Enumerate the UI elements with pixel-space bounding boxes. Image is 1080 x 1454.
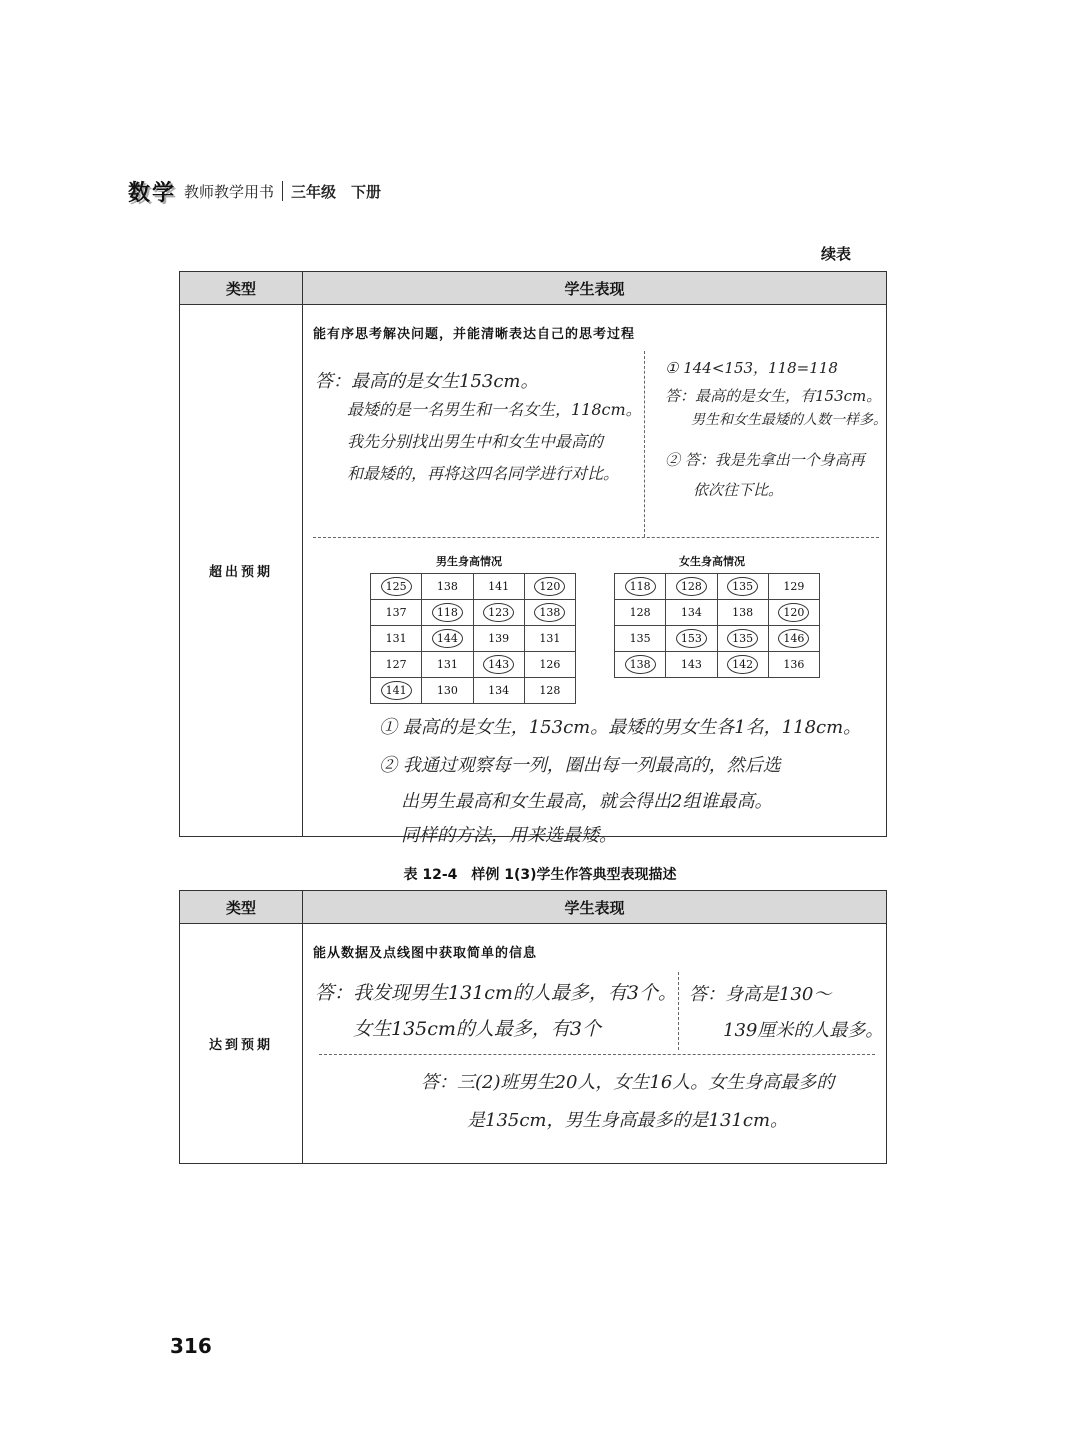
answer-line: 答：最高的是女生，有153cm。	[665, 387, 882, 405]
dashed-divider	[319, 1054, 875, 1055]
dashed-divider	[644, 351, 645, 537]
height-value: 128	[629, 606, 651, 619]
height-value: 118	[625, 577, 656, 596]
grid-cell	[524, 678, 575, 704]
grid-cell	[615, 626, 666, 652]
grid-cell	[524, 600, 575, 626]
height-value: 127	[385, 658, 407, 671]
grid-cell	[473, 652, 524, 678]
height-value: 136	[783, 658, 805, 671]
height-value: 153	[676, 629, 707, 648]
grid-cell	[666, 626, 717, 652]
criterion-text: 能从数据及点线图中获取简单的信息	[313, 946, 538, 961]
performance-cell	[303, 924, 887, 1164]
girls-grid-title: 女生身高情况	[679, 555, 745, 568]
subject-logo: 数学	[128, 179, 177, 206]
column-header-type: 类型	[180, 272, 303, 305]
height-value: 143	[680, 658, 702, 671]
performance-cell	[303, 305, 887, 846]
grid-cell	[371, 626, 422, 652]
height-value: 142	[727, 655, 758, 674]
row-type-meets: 达到预期	[180, 924, 303, 1164]
height-value: 123	[483, 603, 514, 622]
height-value: 135	[629, 632, 651, 645]
grid-cell	[717, 626, 768, 652]
height-value: 128	[676, 577, 707, 596]
answer-line: 同样的方法，用来选最矮。	[401, 825, 617, 846]
height-value: 138	[534, 603, 565, 622]
grid-cell	[768, 626, 819, 652]
height-value: 131	[385, 632, 407, 645]
height-value: 141	[488, 580, 510, 593]
grid-cell	[371, 652, 422, 678]
running-header	[128, 176, 381, 206]
grid-cell	[615, 652, 666, 678]
height-value: 125	[381, 577, 412, 596]
height-value: 138	[625, 655, 656, 674]
boys-grid-title: 男生身高情况	[436, 555, 502, 568]
answer-line: 依次往下比。	[693, 481, 784, 499]
answer-line: 出男生最高和女生最高，就会得出2组谁最高。	[401, 791, 773, 812]
answer-line: 答：三(2)班男生20人，女生16人。女生身高最多的	[421, 1072, 835, 1093]
book-title: 教师教学用书	[184, 182, 275, 201]
grid-cell	[422, 652, 473, 678]
grid-cell	[717, 574, 768, 600]
boys-height-grid	[370, 573, 576, 704]
grid-cell	[615, 574, 666, 600]
grid-cell	[768, 652, 819, 678]
grid-cell	[524, 652, 575, 678]
height-value: 134	[680, 606, 702, 619]
height-value: 143	[483, 655, 514, 674]
height-value: 137	[385, 606, 407, 619]
grid-cell	[473, 600, 524, 626]
dashed-divider	[678, 972, 679, 1050]
performance-table-2	[179, 890, 887, 1164]
height-value: 128	[539, 684, 561, 697]
height-value: 131	[436, 658, 458, 671]
grade-label: 三年级 下册	[291, 182, 382, 201]
answer-line: 女生135cm的人最多，有3个	[353, 1018, 602, 1040]
grid-cell	[422, 574, 473, 600]
grid-cell	[615, 600, 666, 626]
height-value: 135	[727, 629, 758, 648]
answer-line: ② 我通过观察每一列，圈出每一列最高的，然后选	[379, 755, 781, 776]
answer-line: 答：身高是130～	[689, 984, 832, 1005]
height-value: 120	[778, 603, 809, 622]
grid-cell	[768, 600, 819, 626]
column-header-performance: 学生表现	[303, 272, 887, 305]
grid-cell	[371, 678, 422, 704]
grid-cell	[422, 600, 473, 626]
height-value: 118	[432, 603, 463, 622]
page-number: 316	[170, 1334, 212, 1358]
grid-cell	[473, 626, 524, 652]
grid-cell	[371, 574, 422, 600]
grid-cell	[524, 574, 575, 600]
grid-cell	[371, 600, 422, 626]
table-caption: 表 12-4 样例 1(3)学生作答典型表现描述	[403, 867, 677, 883]
height-value: 134	[488, 684, 510, 697]
grid-cell	[473, 678, 524, 704]
height-value: 131	[539, 632, 561, 645]
continued-label: 续表	[820, 245, 851, 263]
performance-table-1	[179, 271, 887, 846]
grid-cell	[422, 678, 473, 704]
grid-cell	[473, 574, 524, 600]
height-value: 138	[436, 580, 458, 593]
answer-line: 我先分别找出男生中和女生中最高的	[347, 432, 604, 451]
height-value: 126	[539, 658, 561, 671]
height-value: 139	[488, 632, 510, 645]
height-value: 130	[436, 684, 458, 697]
height-value: 144	[432, 629, 463, 648]
answer-line: 是135cm，男生身高最多的是131cm。	[467, 1110, 789, 1131]
answer-line: ② 答：我是先拿出一个身高再	[665, 451, 865, 469]
grid-cell	[717, 652, 768, 678]
answer-line: 和最矮的，再将这四名同学进行对比。	[347, 464, 620, 483]
grid-cell	[524, 626, 575, 652]
answer-line: 男生和女生最矮的人数一样多。	[691, 412, 887, 428]
grid-cell	[666, 600, 717, 626]
grid-cell	[666, 652, 717, 678]
height-value: 135	[727, 577, 758, 596]
height-value: 120	[534, 577, 565, 596]
header-divider	[282, 181, 283, 201]
grid-cell	[422, 626, 473, 652]
dashed-divider	[313, 537, 879, 538]
answer-line: 答：我发现男生131cm的人最多，有3个。	[315, 982, 678, 1004]
answer-line: 139厘米的人最多。	[723, 1020, 884, 1041]
height-value: 129	[783, 580, 805, 593]
grid-cell	[666, 574, 717, 600]
answer-line: 答：最高的是女生153cm。	[315, 371, 539, 392]
height-value: 146	[778, 629, 809, 648]
column-header-performance: 学生表现	[303, 891, 887, 924]
answer-line: 最矮的是一名男生和一名女生，118cm。	[347, 400, 642, 419]
grid-cell	[717, 600, 768, 626]
height-value: 138	[732, 606, 754, 619]
girls-height-grid	[614, 573, 820, 678]
grid-cell	[768, 574, 819, 600]
height-value: 141	[381, 681, 412, 700]
answer-line: ① 最高的是女生，153cm。最矮的男女生各1名，118cm。	[379, 717, 862, 738]
criterion-text: 能有序思考解决问题，并能清晰表达自己的思考过程	[313, 327, 636, 342]
answer-line: ① 144<153，118=118	[665, 359, 838, 377]
column-header-type: 类型	[180, 891, 303, 924]
row-type-exceeds: 超出预期	[180, 305, 303, 837]
